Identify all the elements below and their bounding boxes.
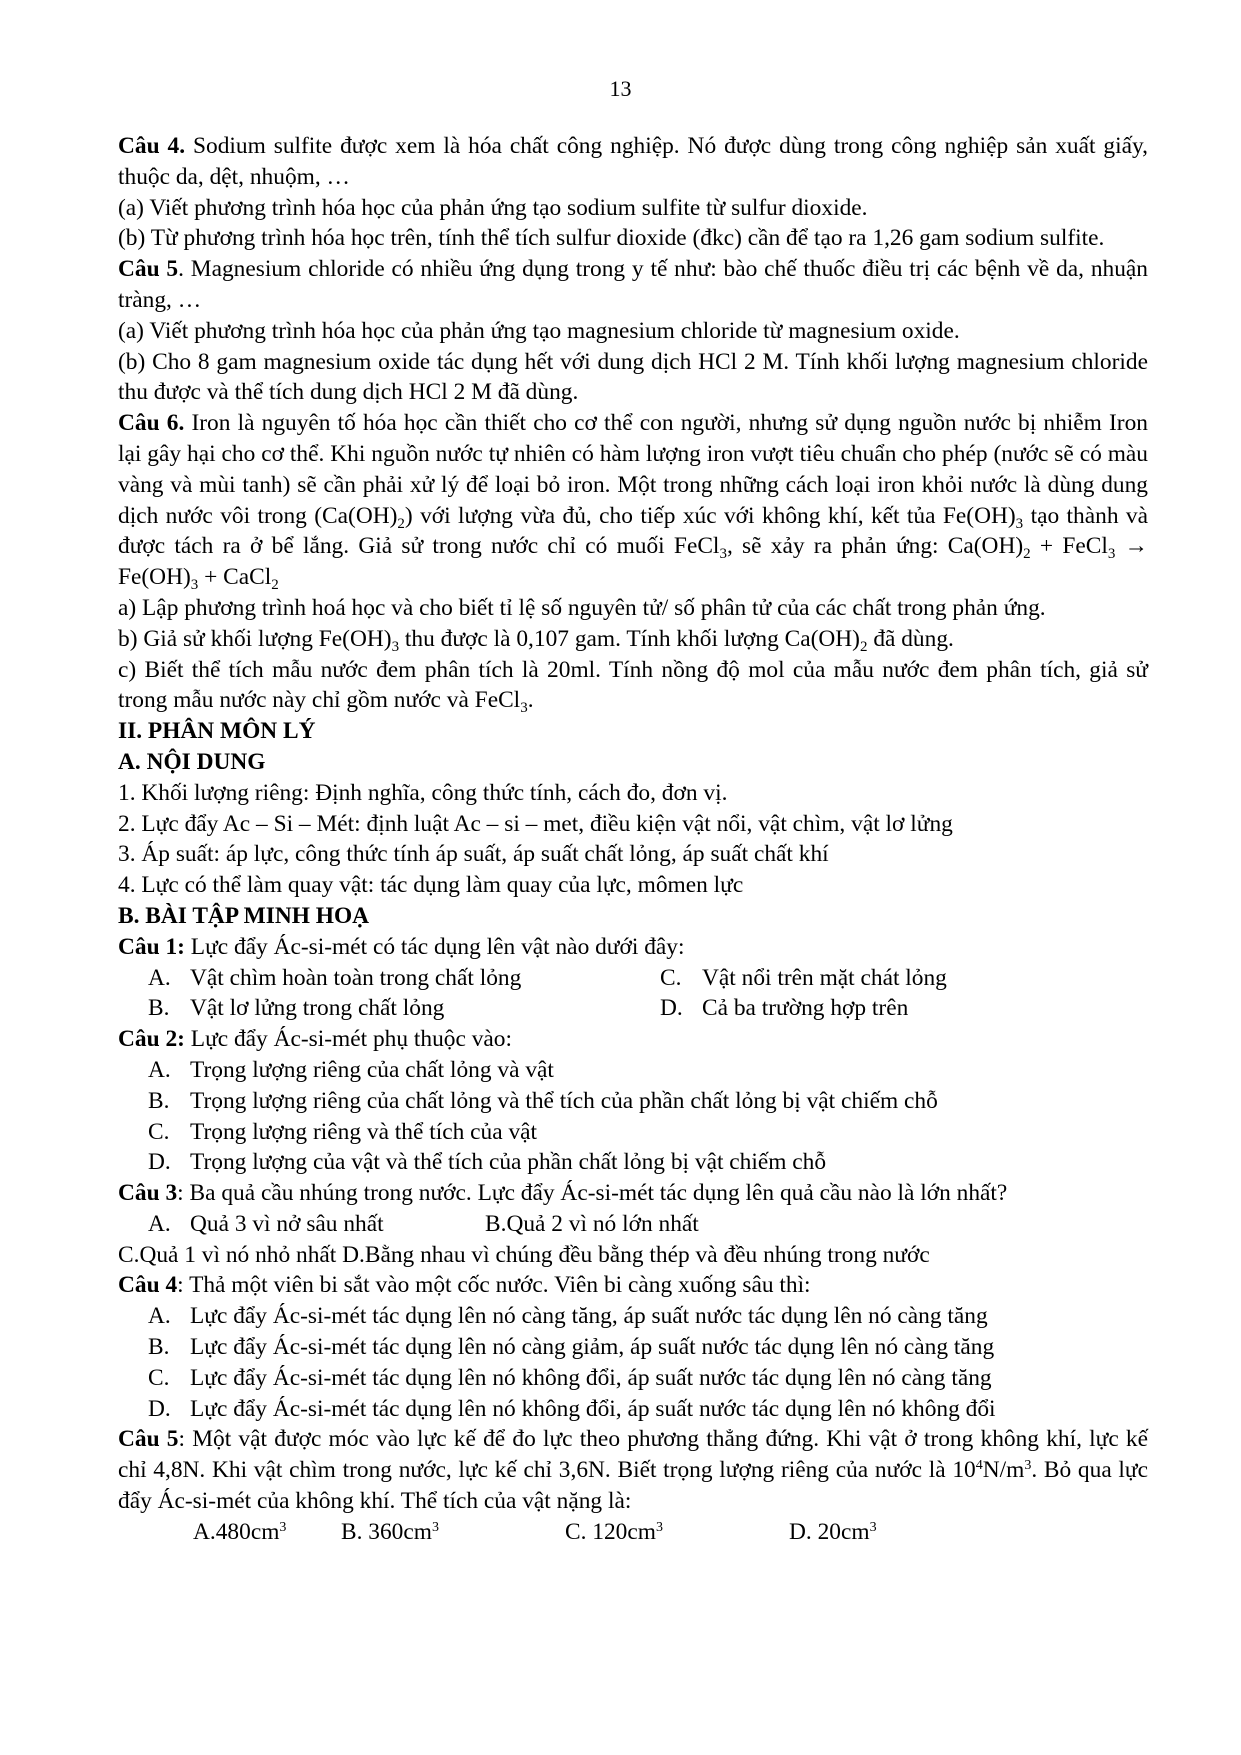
- answer-option-b: B.Quả 2 vì nó lớn nhất: [485, 1210, 699, 1237]
- option-text: Lực đẩy Ác-si-mét tác dụng lên nó không đổi, áp suất nước tác dụng lên nó càng tăng: [190, 1364, 992, 1391]
- superscript: 3: [869, 1519, 877, 1535]
- document-body: [118, 131, 1148, 1548]
- subscript: 3: [1107, 546, 1116, 563]
- option-label: A.: [148, 964, 171, 991]
- option-label: D.: [660, 995, 683, 1022]
- answer-option-d: [789, 1517, 877, 1548]
- question-label: Câu 4: [118, 1272, 178, 1299]
- answer-option-b: [118, 1086, 1148, 1117]
- option-label: A.: [148, 1303, 171, 1330]
- option-text: A.480cm: [193, 1518, 280, 1545]
- answer-row: [118, 1209, 1148, 1240]
- page-number: 13: [609, 76, 632, 101]
- question-label: Câu 3: [118, 1180, 178, 1207]
- option-text: Quả 3 vì nở sâu nhất: [190, 1210, 384, 1237]
- question-label: Câu 5: [118, 1426, 179, 1453]
- subscript: 3: [719, 546, 727, 563]
- question-text: : Thả một viên bi sắt vào một cốc nước. Viên bi càng xuống sâu thì:: [177, 1272, 811, 1299]
- chem-q4-part-b: (b) Từ phương trình hóa học trên, tính thể tích sulfur dioxide (đkc) cần để tạo ra 1,26 gam sodium sulfite.: [118, 225, 1105, 252]
- answer-option-a: [118, 1055, 1148, 1086]
- option-label: A.: [148, 1210, 171, 1237]
- question-text: + FeCl: [1030, 533, 1108, 560]
- subscript: 3: [520, 700, 528, 717]
- subscript: 3: [391, 638, 400, 655]
- option-text: Cả ba trường hợp trên: [702, 995, 909, 1022]
- answer-row: [118, 993, 1148, 1024]
- subscript: 2: [859, 638, 868, 655]
- option-text: Vật nổi trên mặt chát lỏng: [702, 964, 947, 991]
- superscript: 4: [975, 1458, 983, 1474]
- option-text: Trọng lượng riêng và thể tích của vật: [190, 1118, 538, 1145]
- option-label: B.: [148, 995, 170, 1022]
- question-text: Lực đẩy Ác-si-mét phụ thuộc vào:: [184, 1026, 512, 1053]
- option-label: B.: [148, 1334, 170, 1361]
- answer-option-c: [118, 1117, 1148, 1148]
- chem-q5-part-b: (b) Cho 8 gam magnesium oxide tác dụng hết với dung dịch HCl 2 M. Tính khối lượng magnesium chloride thu được và thể tích dung dịch HCl 2 M đã dùng.: [118, 348, 1148, 406]
- option-text: Lực đẩy Ác-si-mét tác dụng lên nó không đổi, áp suất nước tác dụng lên nó không đổi: [190, 1395, 996, 1422]
- question-text: : Ba quả cầu nhúng trong nước. Lực đẩy Ác-si-mét tác dụng lên quả cầu nào là lớn nhất?: [177, 1180, 1008, 1207]
- option-label: A.: [148, 1056, 171, 1083]
- section-title: II. PHÂN MÔN LÝ: [118, 718, 316, 745]
- answer-option-b: [341, 1517, 565, 1548]
- superscript: 3: [655, 1519, 663, 1535]
- question-text: ) với lượng vừa đủ, cho tiếp xúc với không khí, kết tủa Fe(OH): [404, 502, 1016, 529]
- chem-question-6: [118, 408, 1148, 593]
- subscript: 2: [271, 577, 279, 594]
- option-label: C.: [148, 1364, 170, 1391]
- subscript: 3: [1015, 515, 1024, 532]
- question-text: . Bỏ qua lực đẩy Ác-si-mét của không khí. Thể tích của vật nặng là:: [118, 1457, 1148, 1515]
- question-label: Câu 6.: [118, 410, 185, 437]
- option-text: Vật chìm hoàn toàn trong chất lỏng: [190, 964, 522, 991]
- chem-q6-part-a: a) Lập phương trình hoá học và cho biết tỉ lệ số nguyên tử/ số phân tử của các chất trong phản ứng.: [118, 594, 1046, 621]
- part-text: b) Giả sử khối lượng Fe(OH): [118, 625, 392, 652]
- question-text: Sodium sulfite được xem là hóa chất công nghiệp. Nó được dùng trong công nghiệp sản xuất giấy, thuộc da, dệt, nhuộm, …: [118, 133, 1148, 190]
- chem-question-5: [118, 254, 1148, 316]
- answer-options-c-d: C.Quả 1 vì nó nhỏ nhất D.Bằng nhau vì chúng đều bằng thép và đều nhúng trong nước: [118, 1241, 930, 1268]
- superscript: 3: [279, 1519, 287, 1535]
- question-text: . Magnesium chloride có nhiều ứng dụng trong y tế như: bào chế thuốc điều trị các bệnh về da, nhuận tràng, …: [118, 256, 1149, 313]
- chem-q4-part-a: (a) Viết phương trình hóa học của phản ứng tạo sodium sulfite từ sulfur dioxide.: [118, 194, 868, 221]
- answer-option-c: [118, 1363, 1148, 1394]
- superscript: 3: [431, 1519, 439, 1535]
- part-text: .: [527, 687, 534, 714]
- subscript: 2: [1023, 546, 1031, 563]
- option-text: Lực đẩy Ác-si-mét tác dụng lên nó càng giảm, áp suất nước tác dụng lên nó càng tăng: [190, 1334, 995, 1361]
- option-text: B. 360cm: [341, 1518, 432, 1545]
- content-item: 2. Lực đẩy Ac – Si – Mét: định luật Ac – si – met, điều kiện vật nổi, vật chìm, vật lơ lửng: [118, 810, 953, 837]
- option-text: D. 20cm: [789, 1518, 870, 1545]
- chem-q6-part-b: [118, 624, 1148, 655]
- option-label: C.: [148, 1118, 170, 1145]
- question-label: Câu 2:: [118, 1026, 185, 1053]
- chem-q6-part-c: [118, 655, 1148, 717]
- part-text: đã dùng.: [867, 625, 954, 652]
- question-text: → Fe(OH): [118, 533, 1148, 591]
- answer-option-d: [660, 993, 908, 1024]
- subscript: 2: [397, 515, 405, 532]
- question-text: + CaCl: [198, 564, 272, 591]
- answer-row: [118, 1517, 1148, 1548]
- question-label: Câu 5: [118, 256, 179, 283]
- option-text: Trọng lượng riêng của chất lỏng và vật: [190, 1056, 554, 1083]
- answer-option-c: [565, 1517, 789, 1548]
- part-text: c) Biết thể tích mẫu nước đem phân tích là 20ml. Tính nồng độ mol của mẫu nước đem phân tích, giả sử trong mẫu nước này chỉ gồm nước và FeCl: [118, 656, 1148, 714]
- superscript: 3: [1024, 1458, 1032, 1474]
- option-label: D.: [148, 1149, 171, 1176]
- content-item: 4. Lực có thể làm quay vật: tác dụng làm quay của lực, mômen lực: [118, 872, 744, 899]
- answer-option-a: [118, 963, 660, 994]
- part-text: thu được là 0,107 gam. Tính khối lượng Ca(OH): [399, 625, 860, 652]
- question-label: Câu 1:: [118, 933, 185, 960]
- option-text: Vật lơ lửng trong chất lỏng: [190, 995, 445, 1022]
- answer-option-b: [118, 1332, 1148, 1363]
- exercise-title: B. BÀI TẬP MINH HOẠ: [118, 902, 370, 929]
- option-text: Lực đẩy Ác-si-mét tác dụng lên nó càng tăng, áp suất nước tác dụng lên nó càng tăng: [190, 1303, 988, 1330]
- answer-option-d: [118, 1394, 1148, 1425]
- content-item: 1. Khối lượng riêng: Định nghĩa, công thức tính, cách đo, đơn vị.: [118, 779, 728, 806]
- option-text: Trọng lượng riêng của chất lỏng và thể tích của phần chất lỏng bị vật chiếm chỗ: [190, 1087, 938, 1114]
- phys-question-4: [118, 1270, 1148, 1301]
- option-text: C. 120cm: [565, 1518, 656, 1545]
- option-label: B.: [148, 1087, 170, 1114]
- answer-option-a: [118, 1301, 1148, 1332]
- phys-question-2: [118, 1024, 1148, 1055]
- question-text: tạo thành và được tách ra ở bể lắng. Giả sử trong nước chỉ có muối FeCl: [118, 502, 1148, 560]
- question-text: Lực đẩy Ác-si-mét có tác dụng lên vật nào dưới đây:: [184, 933, 685, 960]
- content-item: 3. Áp suất: áp lực, công thức tính áp suất, áp suất chất lỏng, áp suất chất khí: [118, 841, 829, 868]
- question-text: : Một vật được móc vào lực kế để đo lực theo phương thẳng đứng. Khi vật ở trong không khí, lực kế chỉ 4,8N. Khi vật chìm trong nước, lực kế chỉ 3,6N. Biết trọng lượng riêng của nước là 10: [118, 1426, 1149, 1484]
- answer-option-c: [660, 963, 947, 994]
- phys-question-5: [118, 1424, 1148, 1516]
- answer-option-a: [148, 1209, 485, 1240]
- answer-option-d: [118, 1147, 1148, 1178]
- content-title: A. NỘI DUNG: [118, 748, 266, 775]
- option-text: Trọng lượng của vật và thể tích của phần chất lỏng bị vật chiếm chỗ: [190, 1149, 827, 1176]
- question-text: N/m: [982, 1457, 1025, 1484]
- option-label: D.: [148, 1395, 171, 1422]
- phys-question-3: [118, 1178, 1148, 1209]
- answer-option-a: [193, 1517, 341, 1548]
- question-text: Iron là nguyên tố hóa học cần thiết cho cơ thể con người, nhưng sử dụng nguồn nước bị nhiễm Iron lại gây hại cho cơ thể. Khi nguồn nước tự nhiên có hàm lượng iron vượt tiêu chuẩn cho phép (nước sẽ có màu vàng và mùi tanh) sẽ cần phải xử lý để loại bỏ iron. Một trong những cách loại iron khỏi nước là dùng dung dịch nước vôi trong (Ca(OH): [118, 410, 1148, 529]
- chem-question-4: [118, 131, 1148, 193]
- answer-row: [118, 963, 1148, 994]
- answer-option-b: [118, 993, 660, 1024]
- question-text: , sẽ xảy ra phản ứng: Ca(OH): [726, 533, 1024, 560]
- phys-question-1: [118, 932, 1148, 963]
- question-label: Câu 4.: [118, 133, 186, 159]
- subscript: 3: [190, 577, 199, 594]
- option-label: C.: [660, 964, 682, 991]
- chem-q5-part-a: (a) Viết phương trình hóa học của phản ứng tạo magnesium chloride từ magnesium oxide.: [118, 317, 960, 344]
